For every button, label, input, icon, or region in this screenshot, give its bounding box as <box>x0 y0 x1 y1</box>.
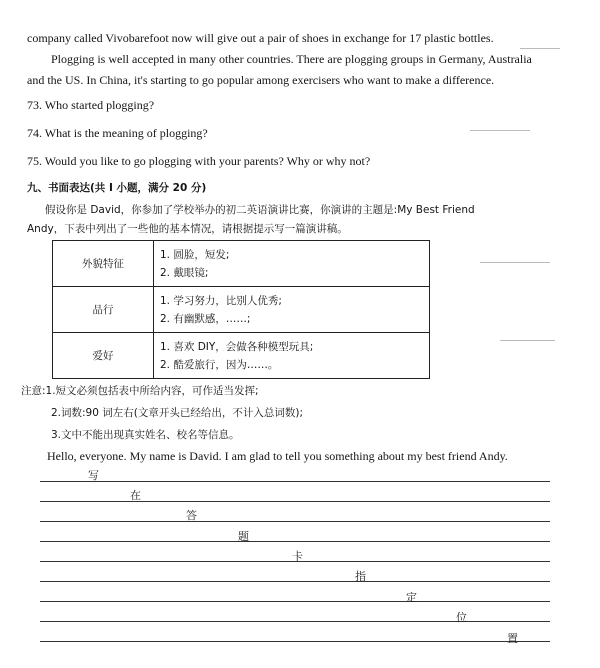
prompt-line-1: 假设你是 David，你参加了学校举办的初二英语演讲比赛，你演讲的主题是:My Best Friend <box>45 204 475 216</box>
passage-line-2: Plogging is well accepted in many other countries. There are plogging groups in Germany, Australia <box>51 52 532 66</box>
table-row <box>53 287 430 333</box>
row-label-character: 品行 <box>53 287 154 333</box>
writing-line <box>40 521 550 522</box>
question-75: 75. Would you like to go plogging with your parents? Why or why not? <box>27 154 371 168</box>
writing-line <box>40 581 550 582</box>
writing-line <box>40 601 550 602</box>
watermark-char: 题 <box>238 530 249 543</box>
scan-speck <box>520 48 560 49</box>
writing-line <box>40 621 550 622</box>
writing-line <box>40 641 550 642</box>
watermark-char: 在 <box>130 489 141 502</box>
writing-line <box>40 541 550 542</box>
watermark-char: 位 <box>456 611 467 624</box>
scan-speck <box>470 130 530 131</box>
note-3: 3.文中不能出现真实姓名、校名等信息。 <box>51 429 240 441</box>
question-73: 73. Who started plogging? <box>27 98 155 112</box>
row-item: 2. 酷爱旅行，因为……。 <box>160 358 279 371</box>
watermark-char: 定 <box>406 591 417 604</box>
scan-speck <box>480 262 550 263</box>
question-74: 74. What is the meaning of plogging? <box>27 126 208 140</box>
row-content <box>154 241 430 287</box>
writing-line <box>40 481 550 482</box>
prompt-line-2: Andy，下表中列出了一些他的基本情况，请根据提示写一篇演讲稿。 <box>27 223 348 235</box>
row-item: 2. 有幽默感，……; <box>160 312 251 325</box>
row-label-hobbies: 爱好 <box>53 333 154 379</box>
row-item: 2. 戴眼镜; <box>160 266 209 279</box>
essay-opening: Hello, everyone. My name is David. I am glad to tell you something about my best friend Andy. <box>47 449 508 463</box>
watermark-char: 卡 <box>292 550 303 563</box>
writing-line <box>40 501 550 502</box>
watermark-char: 答 <box>186 509 197 522</box>
note-2: 2.词数:90 词左右(文章开头已经给出，不计入总词数); <box>51 407 303 419</box>
table-row <box>53 241 430 287</box>
scan-speck <box>500 340 555 341</box>
row-label-appearance: 外貌特征 <box>53 241 154 287</box>
row-item: 1. 学习努力，比别人优秀; <box>160 294 282 307</box>
row-content <box>154 287 430 333</box>
table-row <box>53 333 430 379</box>
watermark-char: 指 <box>355 570 366 583</box>
section-heading: 九、书面表达(共 I 小题，满分 20 分) <box>27 182 207 194</box>
row-item: 1. 喜欢 DIY，会做各种模型玩具; <box>160 340 314 353</box>
watermark-char: 置 <box>507 632 518 645</box>
passage-line-3: and the US. In China, it's starting to go popular among exercisers who want to make a difference. <box>27 73 495 87</box>
passage-line-1: company called Vivobarefoot now will give out a pair of shoes in exchange for 17 plastic bottles. <box>27 31 494 45</box>
row-content <box>154 333 430 379</box>
note-1: 注意:1.短文必须包括表中所给内容，可作适当发挥; <box>21 385 259 397</box>
row-item: 1. 圆脸，短发; <box>160 248 230 261</box>
info-table <box>52 240 430 379</box>
watermark-char: 写 <box>88 469 99 482</box>
